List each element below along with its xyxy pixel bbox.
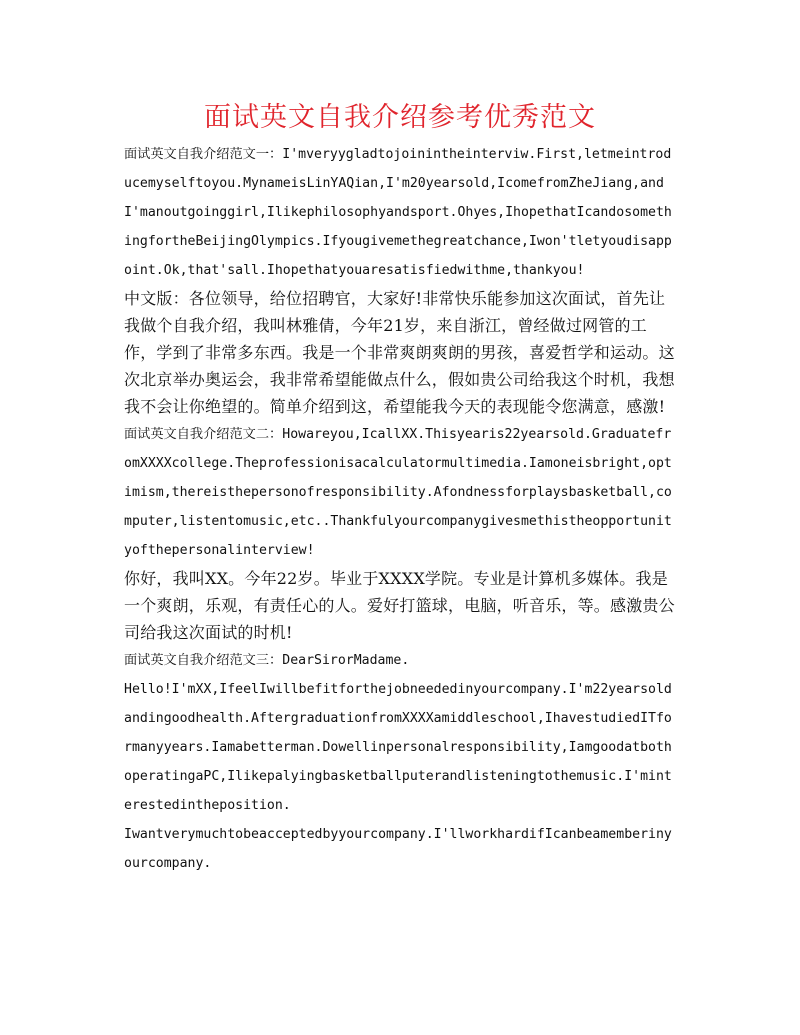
paragraph-zh-1: 中文版：各位领导，给位招聘官，大家好!非常快乐能参加这次面试，首先让我做个自我介绍，我叫林雅倩，今年21岁，来自浙江，曾经做过网管的工作，学到了非常多东西。我是一个非常爽朗爽朗的男孩，喜爱哲学和运动。这次北京举办奥运会，我非常希望能做点什么，假如贵公司给我这个时机，我想我不会让你绝望的。简单介绍到这，希望能我今天的表现能令您满意，感激! <box>124 289 675 416</box>
paragraph-en-3-heading: 面试英文自我介绍范文三：DearSirorMadame. <box>124 653 410 668</box>
paragraph-en-2: 面试英文自我介绍范文二：Howareyou,IcallXX.Thisyearis22yearsold.GraduatefromXXXXcollege.Theprofessionisacalculatormultimedia.Iamoneisbright,optimism,thereisthepersonofresponsibility.Afondnessforplaysbasketball,computer,listentomusic,etc..Thankfulyourcompanygivesmethistheopportunityofthepersonalinterview! <box>124 427 672 558</box>
paragraph-en-1: 面试英文自我介绍范文一：I'mveryygladtojoinintheinterviw.First,letmeintroducemyselftoyou.MynameisLinYAQian,I'm20yearsold,IcomefromZheJiang,andI'manoutgoinggirl,Ilikephilosophyandsport.Ohyes,IhopethatIcandosomethingfortheBeijingOlympics.Ifyougivemethegreatchance,Iwon'tletyoudisappoint.Ok,that'sall.Ihopethatyouaresatisfiedwithme,thankyou! <box>124 147 672 278</box>
document-body <box>124 140 676 878</box>
document-title: 面试英文自我介绍参考优秀范文 <box>204 102 596 133</box>
paragraph-en-3-closing: Iwantverymuchtobeacceptedbyyourcompany.I'llworkhardifIcanbeamemberinyourcompany. <box>124 827 672 871</box>
paragraph-en-3-body: Hello!I'mXX,IfeelIwillbefitforthejobneededinyourcompany.I'm22yearsoldandingoodhealth.AftergraduationfromXXXXamiddleschool,IhavestudiedITformanyyears.Iamabetterman.Dowellinpersonalresponsibility,IamgoodatbothoperatingaPC,Ilikepalyingbasketballputerandlisteningtothemusic.I'minterestedintheposition. <box>124 682 672 813</box>
paragraph-zh-2: 你好，我叫XX。今年22岁。毕业于XXXX学院。专业是计算机多媒体。我是一个爽朗，乐观，有责任心的人。爱好打篮球，电脑，听音乐，等。感激贵公司给我这次面试的时机! <box>124 569 675 642</box>
